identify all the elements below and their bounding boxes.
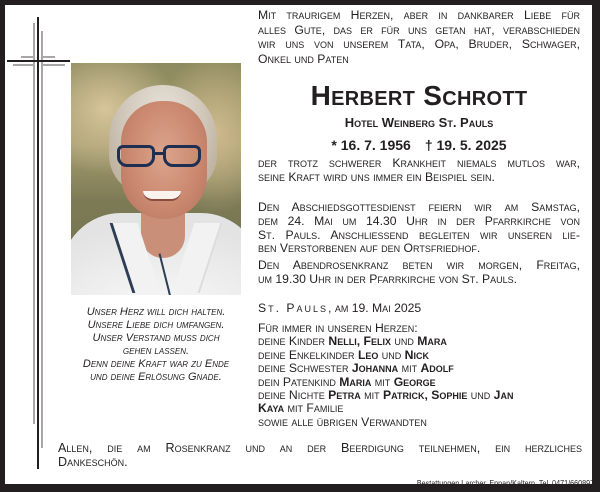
poem-line: gehen lassen. [122, 345, 190, 357]
family-row: sowie alle übrigen Verwandten [258, 414, 427, 429]
undertaker-credit: Bestattungen Larcher, Eppan/Kaltern, Tel. 0471/660897 [416, 478, 594, 488]
glasses-lens [163, 145, 201, 167]
thanks-line: Allen, die am Rosenkranz und an der Beerdigung teilnehmen, ein herzliches [58, 441, 582, 455]
notice-date: , am 19. Mai 2025 [328, 301, 422, 315]
cross-shadow-line [21, 56, 35, 58]
poem-line: Unsere Liebe dich umfangen. [87, 319, 225, 331]
cross-shadow-line [41, 56, 55, 58]
paragraph-line: der trotz schwerer Krankheit niemals mutlos war, [258, 156, 580, 170]
cross-shadow-line [41, 31, 43, 448]
paragraph-line: ben Verstorbenen auf den Ortsfriedhof. [258, 241, 481, 256]
intro-line: Mit traurigem Herzen, aber in dankbarer Liebe für [258, 8, 580, 22]
death-date: † 19. 5. 2025 [424, 137, 507, 153]
cross-shadow-line [33, 23, 35, 424]
family-row: dein Patenkind Maria mit George [258, 374, 436, 389]
paragraph-line: um 19.30 Uhr in der Pfarrkirche von St. Pauls. [258, 271, 518, 286]
family-row: deine Enkelkinder Leo und Nick [258, 347, 429, 362]
poem-line: Unser Verstand muss dich [92, 332, 220, 344]
cross-shadow-line [41, 64, 65, 66]
place-name: St. Pauls [258, 301, 329, 315]
deceased-name: Herbert Schrott [310, 80, 528, 111]
family-row: deine Schwester Johanna mit Adolf [258, 361, 454, 376]
birth-date: * 16. 7. 1956 [331, 137, 411, 153]
intro-text [258, 8, 580, 66]
glasses-lens [117, 145, 155, 167]
life-dates [258, 137, 580, 154]
paragraph-line: Den Abendrosenkranz beten wir morgen, Freitag, [258, 258, 580, 272]
thanks-note [58, 441, 582, 469]
poem-line: und deine Erlösung Gnade. [90, 371, 222, 383]
photo-smile [143, 191, 181, 201]
family-heading: Für immer in unseren Herzen: [258, 321, 418, 335]
poem-line: Unser Herz will dich halten. [86, 306, 226, 318]
photo-glasses [117, 145, 207, 171]
thanks-line: Dankeschön. [58, 455, 128, 469]
paragraph-line: dem 24. Mai um 14.30 Uhr in der Pfarrkirche von [258, 213, 580, 228]
paragraph-line: Den Abschiedsgottesdienst feiern wir am Samstag, [258, 200, 580, 214]
portrait-photo [71, 63, 241, 295]
intro-line: Onkel und Paten [258, 51, 349, 66]
intro-line: alles Gute, das er für uns getan hat, verabschieden [258, 22, 580, 37]
funeral-paragraph [258, 201, 580, 256]
photo-neck [141, 213, 185, 258]
paragraph-line: St. Pauls. Anschließend begleiten wir unseren lie- [258, 227, 580, 242]
family-list [258, 322, 580, 429]
family-row: deine Kinder Nelli, Felix und Mara [258, 334, 447, 349]
family-row: deine Nichte Petra mit Patrick, Sophie und Jan [258, 388, 514, 403]
poem-line: Denn deine Kraft war zu Ende [82, 358, 230, 370]
place-date [258, 301, 421, 315]
tribute-paragraph [258, 157, 580, 185]
poem [63, 306, 249, 384]
intro-line: wir uns von unserem Tata, Opa, Bruder, Schwager, [258, 37, 580, 52]
family-row: Kaya mit Familie [258, 401, 344, 416]
paragraph-line: seine Kraft wird uns immer ein Beispiel sein. [258, 169, 495, 184]
deceased-affiliation: Hotel Weinberg St. Pauls [344, 115, 494, 130]
cross-shadow-line [13, 64, 35, 66]
cross-vertical-beam [37, 17, 39, 469]
rosary-paragraph [258, 259, 580, 287]
cross-horizontal-beam [7, 60, 70, 62]
